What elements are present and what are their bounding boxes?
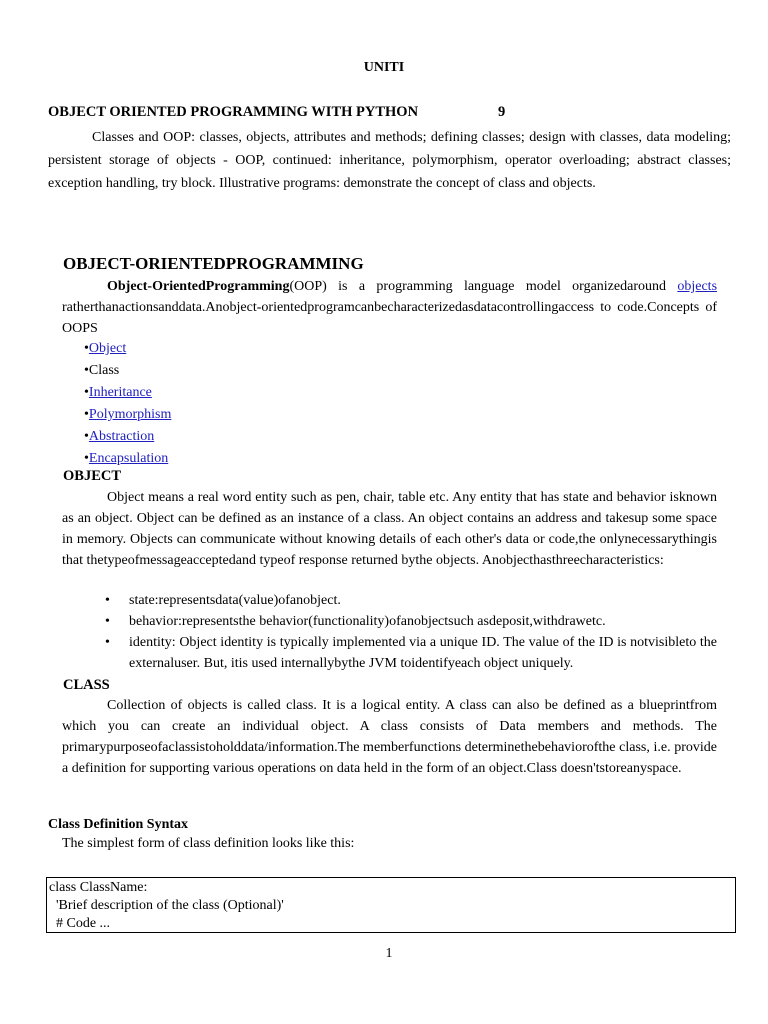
object-heading: OBJECT (63, 468, 122, 484)
concept-link-inheritance[interactable]: Inheritance (88, 385, 152, 400)
bullet: • (84, 385, 89, 400)
bullet: • (105, 614, 110, 629)
bullet: • (105, 593, 110, 608)
concept-link-abstraction[interactable]: Abstraction (88, 429, 155, 444)
list-item (105, 590, 717, 611)
page-number: 1 (385, 946, 393, 961)
list-item (105, 632, 717, 674)
syntax-heading: Class Definition Syntax (48, 817, 189, 832)
characteristic-identity: identity: Object identity is typically implemented via a unique ID. The value of the ID is notvisibleto the externaluser. But, itis used internallybythe JVM toidentifyeach object uniquely. (129, 635, 717, 671)
characteristic-state: state:representsdata(value)ofanobject. (129, 593, 341, 608)
bullet: • (84, 341, 89, 356)
course-hours: 9 (498, 104, 506, 120)
list-item (84, 382, 171, 404)
bullet: • (84, 451, 89, 466)
course-title: OBJECT ORIENTED PROGRAMMING WITH PYTHON (48, 104, 419, 120)
oop-intro-tail: ratherthanactionsanddata.Anobject-orientedprogramcanbecharacterizedasdatacontrollingaccess to code.Concepts of OOPS (62, 300, 717, 336)
object-paragraph (62, 487, 717, 571)
oop-intro-paragraph (62, 276, 717, 339)
oop-intro-text: (OOP) is a programming language model organizedaround (289, 279, 666, 294)
characteristic-behavior: behavior:representsthe behavior(functionality)ofanobjectsuch asdeposit,withdrawetc. (129, 614, 606, 629)
class-paragraph (62, 695, 717, 779)
object-text: Object means a real word entity such as pen, chair, table etc. Any entity that has state and behavior isknown as an object. Object can be defined as an instance of a class. An object contains an address and takesup some space in memory. Objects can communicate without knowing details of each other's data or code,the onlynecessarythingis that thetypeofmessageacceptedand typeof response returned bythe objects. Anobjecthasthreecharacteristics: (62, 490, 717, 568)
oop-concepts-list (84, 338, 171, 470)
oop-term: Object-OrientedProgramming (107, 279, 290, 294)
concept-link-polymorphism[interactable]: Polymorphism (88, 407, 172, 422)
concept-class: Class (88, 363, 120, 378)
syllabus-text: Classes and OOP: classes, objects, attributes and methods; defining classes; design with classes, data modeling; persistent storage of objects - OOP, continued: inheritance, polymorphism, operator overloading; abstract classes; exception handling, try block. Illustrative programs: demonstrate the concept of class and objects. (48, 130, 731, 191)
list-item (84, 404, 171, 426)
syllabus-paragraph (48, 126, 731, 195)
code-line: class ClassName: (49, 880, 148, 895)
code-block (46, 877, 736, 933)
bullet: • (84, 363, 89, 378)
class-text: Collection of objects is called class. It is a logical entity. A class can also be defined as a blueprintfrom which you can create an individual object. A class consists of Data members and methods. The primarypurposeofaclassistoholddata/information.The memberfunctions determinethebehaviorofthe class, i.e. provide a definition for supporting various operations on data held in the form of an object.Class doesn'tstoreanyspace. (62, 698, 717, 776)
list-item (84, 426, 171, 448)
concept-link-encapsulation[interactable]: Encapsulation (88, 451, 169, 466)
objects-link[interactable]: objects (677, 279, 718, 294)
code-line: 'Brief description of the class (Optional)' (49, 898, 284, 913)
unit-title: UNITI (363, 60, 405, 75)
list-item (105, 611, 717, 632)
list-item (84, 448, 171, 470)
class-heading: CLASS (63, 677, 110, 693)
bullet: • (84, 429, 89, 444)
code-line: # Code ... (49, 916, 111, 931)
list-item (84, 338, 171, 360)
characteristics-list (105, 590, 717, 674)
bullet: • (84, 407, 89, 422)
oop-heading: OBJECT-ORIENTEDPROGRAMMING (63, 254, 364, 273)
concept-link-object[interactable]: Object (88, 341, 127, 356)
syntax-intro: The simplest form of class definition looks like this: (62, 836, 355, 851)
list-item (84, 360, 171, 382)
bullet: • (105, 635, 110, 650)
